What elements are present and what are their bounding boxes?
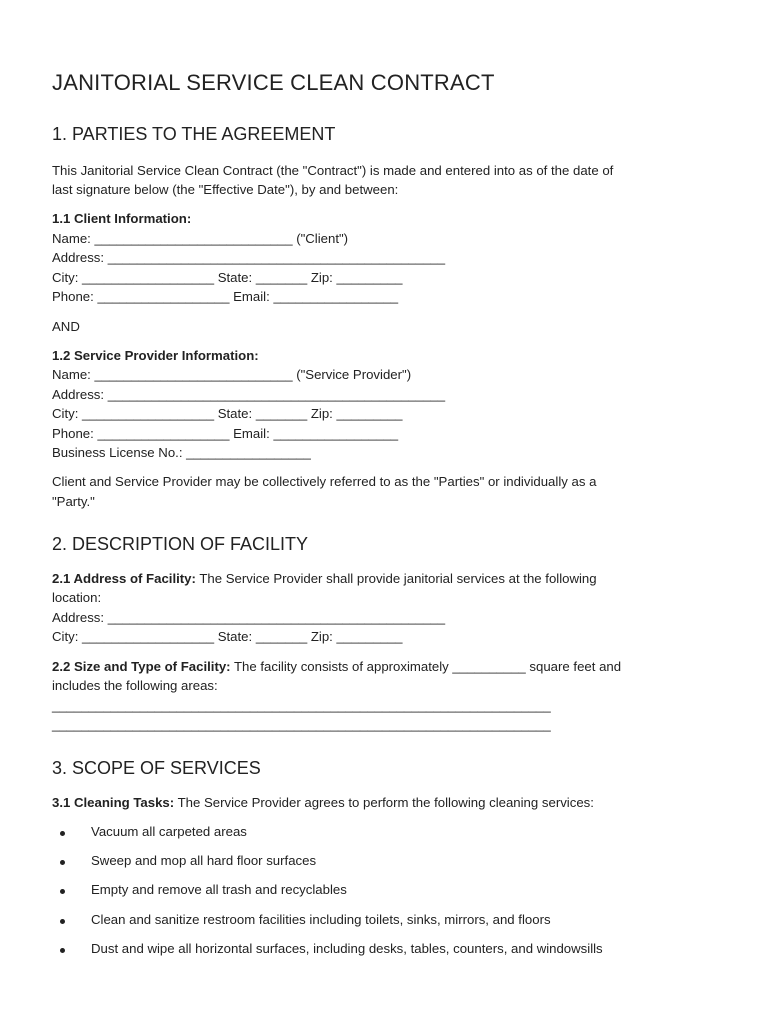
facility-size-label: 2.2 Size and Type of Facility: [52, 659, 231, 674]
client-name-field: Name: ___________________________ ("Client") [52, 231, 349, 246]
client-phone-field: Phone: __________________ Email: _________________ [52, 289, 399, 304]
section-1-heading: 1. PARTIES TO THE AGREEMENT [52, 124, 336, 144]
facility-address-field: Address: ______________________________________________ [52, 610, 446, 625]
intro-paragraph-line-2: last signature below (the "Effective Date"), by and between: [52, 182, 399, 197]
parties-paragraph-line-1: Client and Service Provider may be collectively referred to as the "Parties" or individually as a [52, 474, 597, 489]
bullet-dot-icon [60, 860, 65, 865]
and-separator: AND [52, 319, 80, 334]
provider-license-field: Business License No.: _________________ [52, 445, 311, 460]
client-info-heading: 1.1 Client Information: [52, 211, 192, 226]
cleaning-tasks-label: 3.1 Cleaning Tasks: [52, 795, 175, 810]
provider-city-field: City: __________________ State: _______ Zip: _________ [52, 406, 403, 421]
facility-city-field: City: __________________ State: _______ Zip: _________ [52, 629, 403, 644]
client-city-field: City: __________________ State: _______ Zip: _________ [52, 270, 403, 285]
facility-address-label: 2.1 Address of Facility: [52, 571, 196, 586]
cleaning-tasks-text: The Service Provider agrees to perform the following cleaning services: [174, 795, 594, 810]
cleaning-task-item: Clean and sanitize restroom facilities including toilets, sinks, mirrors, and floors [91, 911, 551, 927]
provider-name-field: Name: ___________________________ ("Service Provider") [52, 367, 412, 382]
facility-address-text: The Service Provider shall provide janitorial services at the following [195, 571, 597, 586]
bullet-dot-icon [60, 889, 65, 894]
cleaning-task-item: Sweep and mop all hard floor surfaces [91, 853, 317, 869]
cleaning-task-item: Dust and wipe all horizontal surfaces, including desks, tables, counters, and windowsills [91, 940, 603, 956]
facility-address-intro [52, 569, 597, 589]
section-3-heading: 3. SCOPE OF SERVICES [52, 758, 261, 778]
provider-address-field: Address: ______________________________________________ [52, 387, 446, 402]
parties-paragraph-line-2: "Party." [52, 494, 95, 509]
facility-size-intro [52, 657, 621, 677]
intro-paragraph-line-1: This Janitorial Service Clean Contract (the "Contract") is made and entered into as of the date of [52, 163, 614, 178]
facility-areas-blank-1: ____________________________________________________________________ [52, 698, 551, 713]
facility-size-text: The facility consists of approximately __________ square feet and [230, 659, 622, 674]
facility-address-intro-line-2: location: [52, 590, 102, 605]
facility-size-intro-line-2: includes the following areas: [52, 678, 218, 693]
cleaning-task-item: Vacuum all carpeted areas [91, 824, 247, 839]
facility-areas-blank-2: ____________________________________________________________________ [52, 717, 551, 732]
provider-phone-field: Phone: __________________ Email: _________________ [52, 426, 399, 441]
document-title: JANITORIAL SERVICE CLEAN CONTRACT [52, 70, 495, 95]
bullet-dot-icon [60, 919, 65, 924]
client-address-field: Address: ______________________________________________ [52, 250, 446, 265]
cleaning-tasks-intro [52, 793, 594, 813]
bullet-dot-icon [60, 948, 65, 953]
provider-info-heading: 1.2 Service Provider Information: [52, 348, 259, 363]
bullet-dot-icon [60, 831, 65, 836]
section-2-heading: 2. DESCRIPTION OF FACILITY [52, 534, 309, 554]
cleaning-task-item: Empty and remove all trash and recyclables [91, 882, 347, 898]
